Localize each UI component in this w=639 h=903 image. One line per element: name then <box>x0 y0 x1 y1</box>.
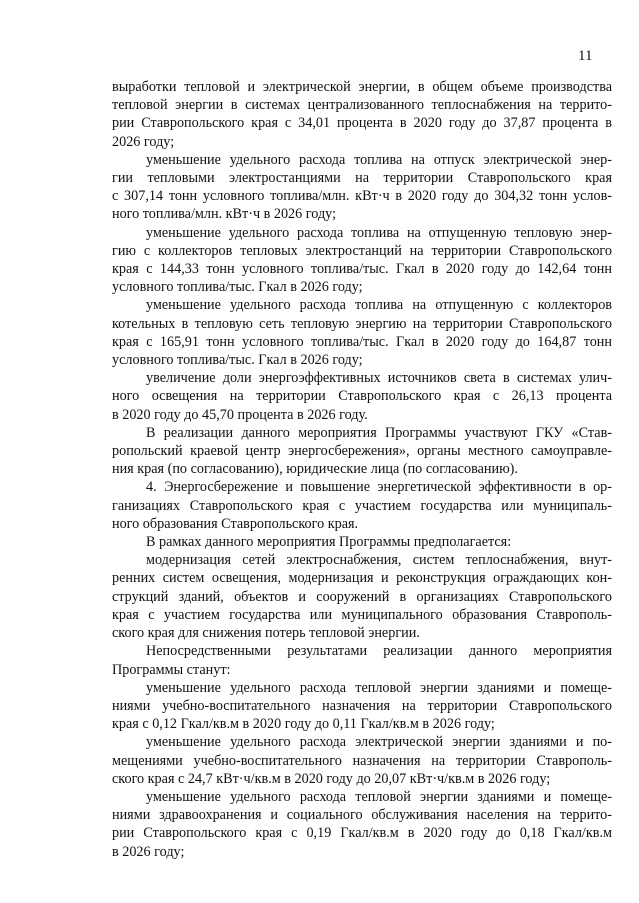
paragraph <box>112 296 612 369</box>
paragraph <box>112 533 612 551</box>
text-line: в 2026 году; <box>112 843 185 860</box>
text-line: уменьшение удельного расхода топлива на отпущенную тепловую энер- <box>146 224 612 241</box>
text-line: гию с коллекторов тепловых электростанций на территории Ставропольского <box>112 242 612 259</box>
text-line: модернизация сетей электроснабжения, систем теплоснабжения, внут- <box>146 552 612 569</box>
text-line: уменьшение удельного расхода тепловой энергии зданиями и помеще- <box>146 788 612 805</box>
paragraph <box>112 369 612 424</box>
text-line: ропольский краевой центр энергосбережения», органы местного самоуправле- <box>112 443 612 460</box>
text-line: Программы станут: <box>112 661 231 678</box>
text-line: котельных в тепловую сеть тепловую энергию на территории Ставропольского <box>112 315 612 332</box>
text-line: края с 144,33 тонн условного топлива/тыс. Гкал в 2020 году до 142,64 тонн <box>112 261 612 278</box>
text-line: ского края для снижения потерь тепловой энергии. <box>112 625 420 642</box>
text-line: ского края с 24,7 кВт·ч/кв.м в 2020 году до 20,07 кВт·ч/кв.м в 2026 году; <box>112 770 551 787</box>
text-line: мещениями учебно-воспитательного назначения на территории Ставрополь- <box>112 752 612 769</box>
text-line: ного освещения на территории Ставропольского края с 26,13 процента <box>112 388 612 405</box>
text-line: края с 0,12 Гкал/кв.м в 2020 году до 0,11 Гкал/кв.м в 2026 году; <box>112 716 495 733</box>
text-line: ниями учебно-воспитательного назначения на территории Ставропольского <box>112 697 612 714</box>
text-line: края с 165,91 тонн условного топлива/тыс. Гкал в 2020 году до 164,87 тонн <box>112 333 612 350</box>
text-line: 2026 году; <box>112 133 175 150</box>
text-line: рии Ставропольского края с 0,19 Гкал/кв.м в 2020 году до 0,18 Гкал/кв.м <box>112 825 612 842</box>
paragraph <box>112 788 612 861</box>
text-line: уменьшение удельного расхода топлива на отпущенную с коллекторов <box>146 297 612 314</box>
text-line: Непосредственными результатами реализации данного мероприятия <box>146 643 612 660</box>
text-line: выработки тепловой и электрической энергии, в общем объеме производства <box>112 79 612 95</box>
text-line: ния края (по согласованию), юридические лица (по согласованию). <box>112 461 518 478</box>
text-line: ренних систем освещения, модернизация и реконструкция ограждающих кон- <box>112 570 612 587</box>
text-line: рии Ставропольского края с 34,01 процента в 2020 году до 37,87 процента в <box>112 115 612 132</box>
text-line: 4. Энергосбережение и повышение энергетической эффективности в ор- <box>146 479 612 496</box>
text-line: В реализации данного мероприятия Программы участвуют ГКУ «Став- <box>146 424 612 441</box>
paragraph <box>112 478 612 533</box>
page-number: 11 <box>578 48 593 64</box>
paragraph <box>112 733 612 788</box>
paragraph <box>112 424 612 479</box>
text-line: уменьшение удельного расхода тепловой энергии зданиями и помеще- <box>146 679 612 696</box>
document-body <box>112 78 612 861</box>
text-line: условного топлива/тыс. Гкал в 2026 году; <box>112 352 363 369</box>
text-line: с 307,14 тонн условного топлива/млн. кВт·ч в 2020 году до 304,32 тонн услов- <box>112 188 612 205</box>
text-line: ганизациях Ставропольского края с участием государства или муниципаль- <box>112 497 612 514</box>
text-line: струкций зданий, объектов и сооружений в организациях Ставропольского <box>112 588 612 605</box>
text-line: ного топлива/млн. кВт·ч в 2026 году; <box>112 206 337 223</box>
paragraph <box>112 78 612 151</box>
text-line: тепловой энергии в системах централизованного теплоснабжения на террито- <box>112 97 612 114</box>
text-line: в 2020 году до 45,70 процента в 2026 году. <box>112 406 368 423</box>
text-line: уменьшение удельного расхода электрической энергии зданиями и по- <box>146 734 612 751</box>
paragraph <box>112 151 612 224</box>
text-line: В рамках данного мероприятия Программы предполагается: <box>146 534 512 551</box>
paragraph <box>112 551 612 642</box>
paragraph <box>112 642 612 678</box>
text-line: края с участием государства или муниципального образования Ставрополь- <box>112 606 612 623</box>
text-line: ного образования Ставропольского края. <box>112 515 359 532</box>
paragraph <box>112 679 612 734</box>
paragraph <box>112 224 612 297</box>
text-line: ниями здравоохранения и социального обслуживания населения на террито- <box>112 807 612 824</box>
text-line: уменьшение удельного расхода топлива на отпуск электрической энер- <box>146 151 612 168</box>
text-line: увеличение доли энергоэффективных источников света в системах улич- <box>146 370 612 387</box>
text-line: гии тепловыми электростанциями на территории Ставропольского края <box>112 170 612 187</box>
text-line: условного топлива/тыс. Гкал в 2026 году; <box>112 279 363 296</box>
